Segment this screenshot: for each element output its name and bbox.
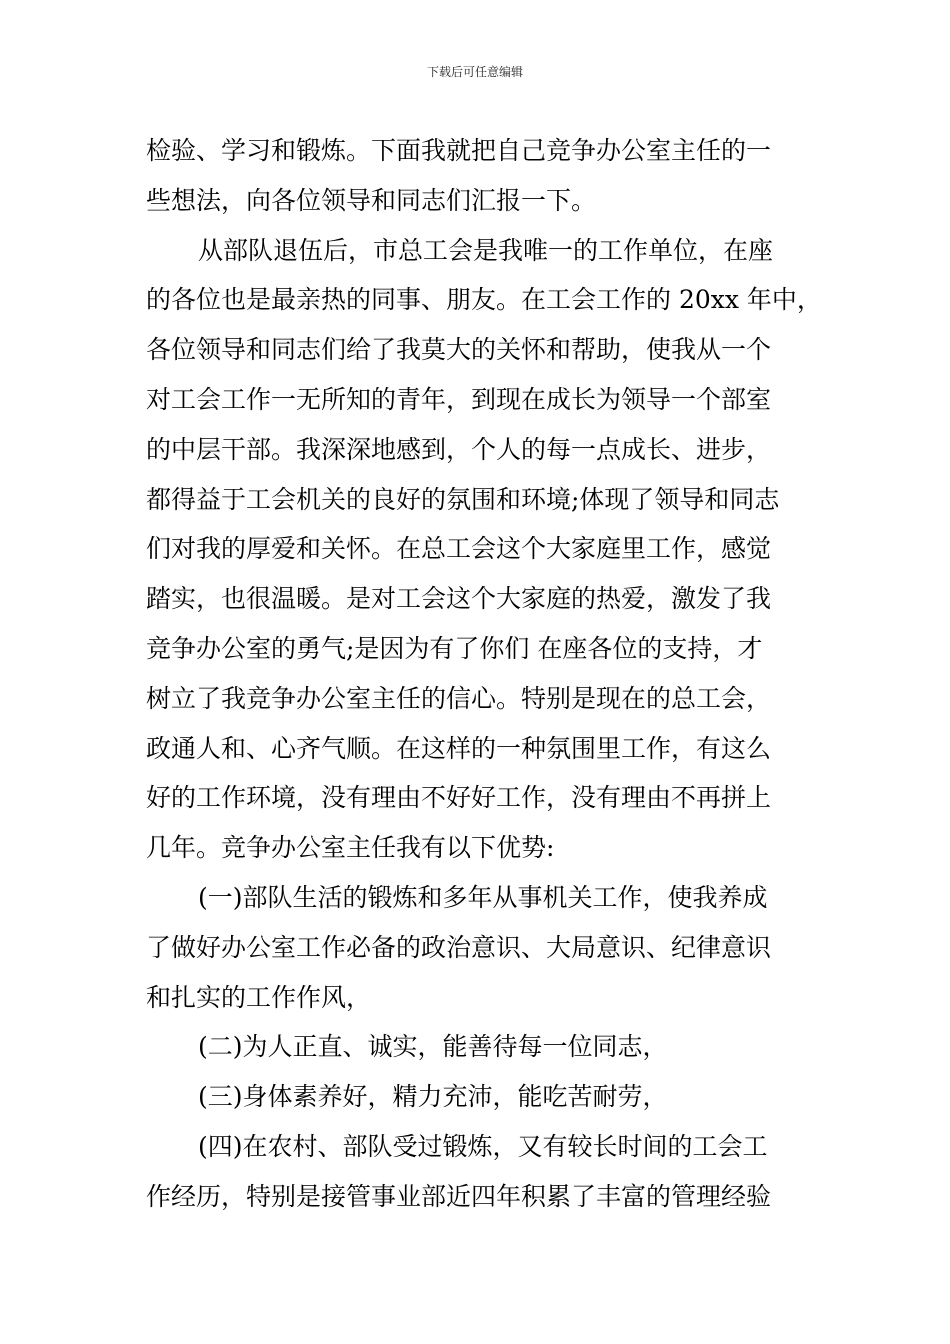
text-line: 们对我的厚爱和关怀。在总工会这个大家庭里工作，感觉	[146, 534, 772, 564]
text-line: 的中层干部。我深深地感到，个人的每一点成长、进步，	[146, 434, 772, 464]
text-line: 各位领导和同志们给了我莫大的关怀和帮助，使我从一个	[146, 335, 772, 365]
text-line: (三)身体素养好，精力充沛，能吃苦耐劳，	[198, 1082, 668, 1112]
text-line: 好的工作环境，没有理由不好好工作，没有理由不再拼上	[146, 783, 772, 813]
text-line: 作经历，特别是接管事业部近四年积累了丰富的管理经验	[146, 1181, 772, 1211]
text-line: (二)为人正直、诚实，能善待每一位同志，	[198, 1032, 668, 1062]
text-line: 检验、学习和锻炼。下面我就把自己竞争办公室主任的一	[146, 136, 772, 165]
text-line: 了做好办公室工作必备的政治意识、大局意识、纪律意识	[146, 932, 772, 962]
text-line: 对工会工作一无所知的青年，到现在成长为领导一个部室	[146, 384, 772, 414]
page-header: 下载后可任意编辑	[426, 65, 523, 79]
text-line: 政通人和、心齐气顺。在这样的一种氛围里工作，有这么	[146, 733, 772, 763]
text-line: 树立了我竞争办公室主任的信心。特别是现在的总工会，	[146, 683, 772, 713]
text-line: 踏实，也很温暖。是对工会这个大家庭的热爱，激发了我	[146, 584, 772, 614]
text-line: 都得益于工会机关的良好的氛围和环境;体现了领导和同志	[146, 484, 780, 514]
text-line: 从部队退伍后，市总工会是我唯一的工作单位，在座	[198, 235, 774, 265]
text-line: (四)在农村、部队受过锻炼，又有较长时间的工会工	[198, 1131, 768, 1161]
text-line: 些想法，向各位领导和同志们汇报一下。	[146, 185, 597, 215]
text-line: 竞争办公室的勇气;是因为有了你们 在座各位的支持，才	[146, 633, 763, 663]
text-line: 几年。竞争办公室主任我有以下优势:	[146, 833, 555, 863]
text-line: 的各位也是最亲热的同事、朋友。在工会工作的 20xx 年中，	[146, 285, 822, 315]
text-line: (一)部队生活的锻炼和多年从事机关工作，使我养成	[198, 882, 768, 912]
text-line: 和扎实的工作作风，	[146, 982, 372, 1012]
document-body	[146, 126, 822, 1222]
